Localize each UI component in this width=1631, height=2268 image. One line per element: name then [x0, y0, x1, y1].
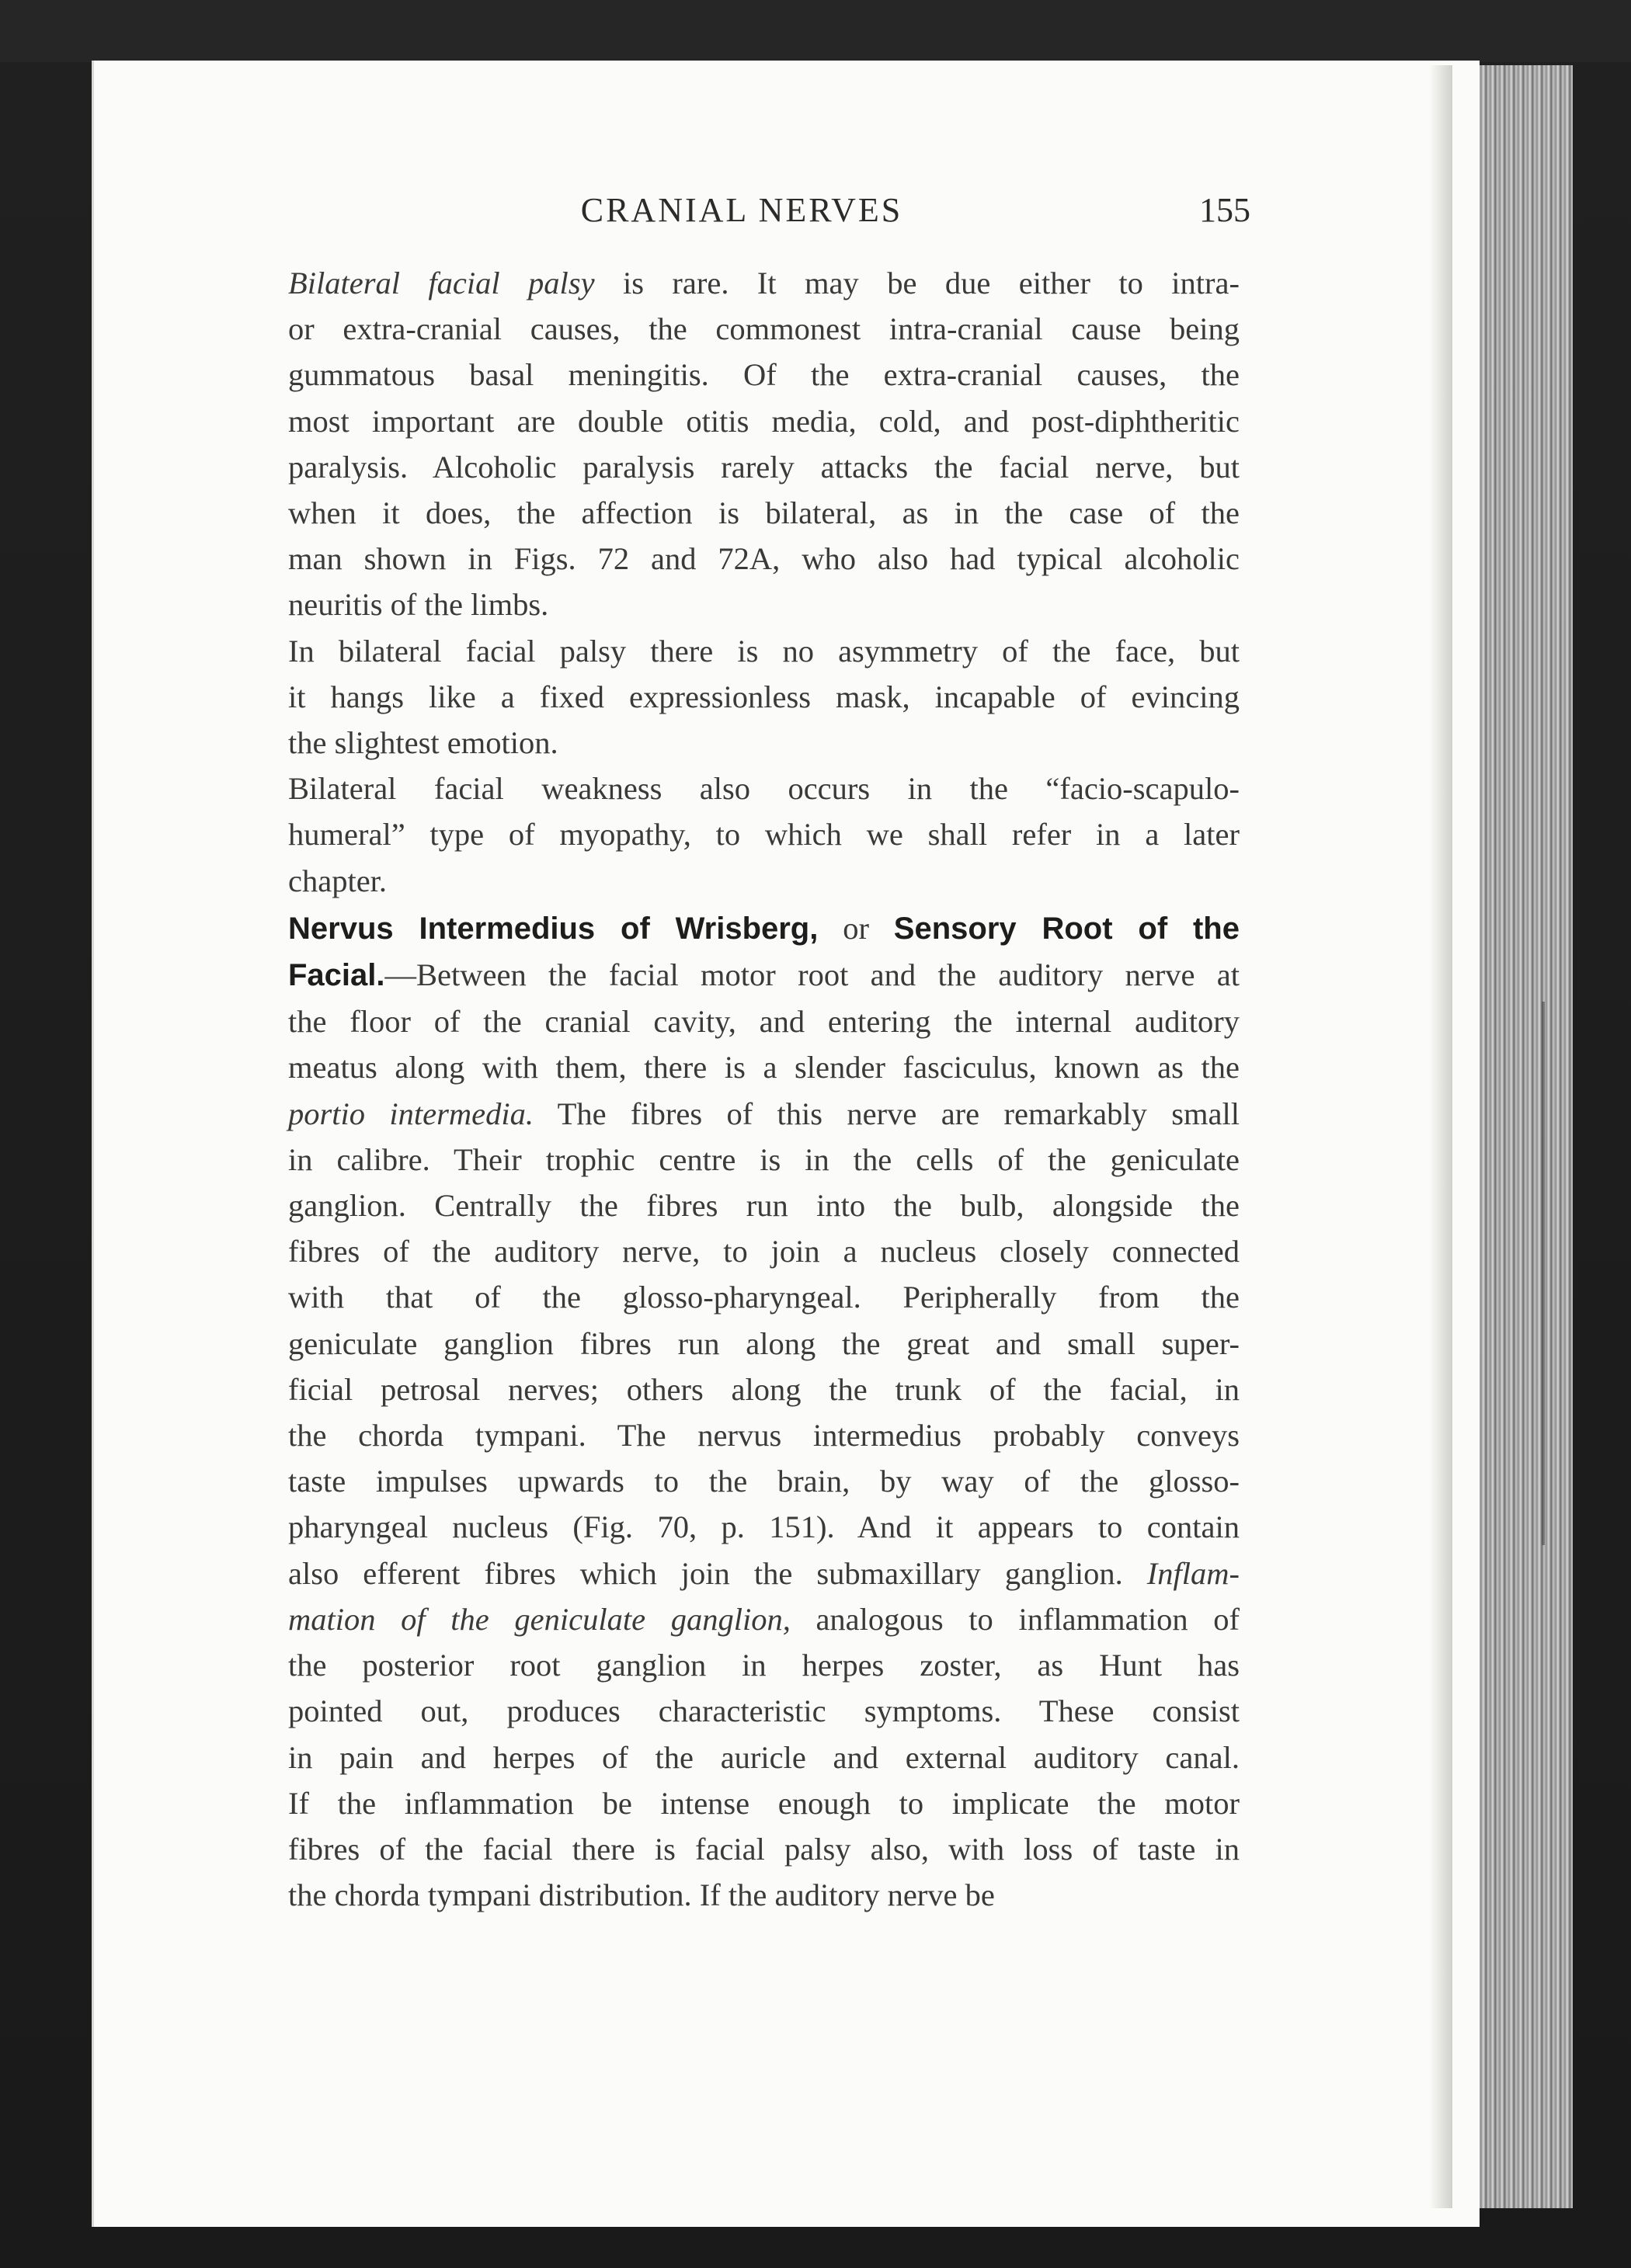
text-run: the chorda tympani distribution. If the auditory nerve be — [288, 1877, 995, 1913]
text-line — [235, 1688, 1240, 1734]
text-line — [235, 1596, 1240, 1642]
text-line — [235, 952, 1240, 999]
page-number: 155 — [1199, 191, 1250, 229]
text-line — [235, 352, 1240, 398]
text-run: ganglion. Centrally the fibres run into the bulb, alongside the — [288, 1188, 1240, 1224]
page-edge-shadow-mark — [1542, 1002, 1545, 1545]
text-run: pharyngeal nucleus (Fig. 70, p. 151). And it appears to contain — [288, 1509, 1240, 1545]
text-run: If the inflammation be intense enough to implicate the motor — [288, 1785, 1240, 1821]
text-line — [235, 1780, 1240, 1826]
text-line — [235, 1044, 1240, 1090]
text-run: man shown in Figs. 72 and 72A, who also had typical alcoholic — [288, 541, 1240, 577]
text-line — [235, 1367, 1240, 1412]
text-line — [235, 1412, 1240, 1458]
text-line — [235, 1137, 1240, 1183]
paragraph-bilateral-facial-palsy — [235, 260, 1240, 628]
text-run: In bilateral facial palsy there is no asymmetry of the face, but — [288, 633, 1240, 669]
text-run: Bilateral facial weakness also occurs in the “facio-scapulo- — [288, 771, 1240, 807]
text-line — [235, 999, 1240, 1044]
italic-text: Bilateral facial palsy — [288, 266, 595, 300]
text-run: the posterior root ganglion in herpes zoster, as Hunt has — [288, 1648, 1240, 1683]
text-line — [235, 720, 1240, 766]
text-run: taste impulses upwards to the brain, by way of the glosso- — [288, 1464, 1240, 1499]
text-run: the chorda tympani. The nervus intermedius probably conveys — [288, 1418, 1240, 1454]
text-run: ficial petrosal nerves; others along the trunk of the facial, in — [288, 1371, 1240, 1407]
text-line — [235, 1091, 1240, 1137]
text-run: neuritis of the limbs. — [288, 587, 549, 623]
text-run: the floor of the cranial cavity, and entering the internal auditory — [288, 1004, 1240, 1040]
running-title: CRANIAL NERVES — [580, 191, 903, 229]
text-run: paralysis. Alcoholic paralysis rarely attacks the facial nerve, but — [288, 449, 1240, 485]
paragraph-bilateral-appearance — [235, 628, 1240, 766]
text-run: The fibres of this nerve are remarkably small — [533, 1096, 1240, 1131]
italic-text: Inflam- — [1146, 1555, 1240, 1591]
page-gutter-shadow — [1429, 65, 1452, 2208]
text-run: humeral” type of myopathy, to which we shall refer in a later — [288, 817, 1240, 853]
text-run: it hangs like a fixed expressionless mask, incapable of evincing — [288, 679, 1240, 714]
text-line — [235, 582, 1240, 627]
text-line — [235, 1321, 1240, 1367]
text-line — [235, 674, 1240, 720]
text-line — [235, 1228, 1240, 1274]
text-run: is rare. It may be due either to intra- — [594, 266, 1240, 300]
text-run: also efferent fibres which join the submaxillary ganglion. — [288, 1555, 1147, 1591]
bold-heading-text: Facial. — [288, 958, 385, 993]
text-line — [235, 1183, 1240, 1228]
text-run: —Between the facial motor root and the auditory nerve at — [384, 957, 1240, 993]
text-line — [235, 1872, 1240, 1918]
text-run: meatus along with them, there is a slender fasciculus, known as the — [288, 1050, 1240, 1085]
text-line — [235, 1274, 1240, 1320]
text-line — [235, 490, 1240, 536]
text-run: chapter. — [288, 863, 388, 898]
text-line — [235, 628, 1240, 674]
text-line — [235, 1551, 1240, 1596]
scanner-top-border — [0, 0, 1631, 62]
text-run: analogous to inflammation of — [790, 1601, 1240, 1637]
text-line — [235, 260, 1240, 306]
italic-text: mation of the geniculate ganglion, — [288, 1601, 791, 1637]
text-run: geniculate ganglion fibres run along the great and small super- — [288, 1325, 1240, 1361]
text-line — [235, 1504, 1240, 1550]
text-run: in calibre. Their trophic centre is in the cells of the geniculate — [288, 1141, 1240, 1177]
text-line — [235, 858, 1240, 904]
text-run: gummatous basal meningitis. Of the extra-cranial causes, the — [288, 357, 1240, 393]
text-line — [235, 1735, 1240, 1780]
paragraph-myopathy — [235, 766, 1240, 904]
text-line — [235, 1826, 1240, 1872]
running-head — [233, 190, 1250, 237]
text-line — [235, 536, 1240, 582]
text-run: most important are double otitis media, cold, and post-diphtheritic — [288, 403, 1240, 439]
text-run: or extra-cranial causes, the commonest intra-cranial cause being — [288, 311, 1240, 347]
text-line — [235, 1458, 1240, 1504]
bold-heading-text: Nervus Intermedius of Wrisberg, — [288, 911, 819, 946]
text-run: fibres of the auditory nerve, to join a nucleus closely connected — [288, 1234, 1240, 1269]
text-run: fibres of the facial there is facial palsy also, with loss of taste in — [288, 1831, 1240, 1867]
text-line — [235, 811, 1240, 857]
body-text — [235, 260, 1240, 1918]
text-line — [235, 398, 1240, 444]
paragraph-nervus-intermedius — [235, 905, 1240, 1918]
italic-text: portio intermedia. — [288, 1096, 534, 1131]
text-line — [235, 905, 1240, 952]
text-line — [235, 1642, 1240, 1688]
text-run: with that of the glosso-pharyngeal. Peripherally from the — [288, 1280, 1240, 1315]
text-run: in pain and herpes of the auricle and external auditory canal. — [288, 1739, 1240, 1775]
text-run: when it does, the affection is bilateral, as in the case of the — [288, 495, 1240, 531]
text-line — [235, 306, 1240, 352]
text-run: or — [818, 910, 894, 946]
text-run: pointed out, produces characteristic symptoms. These consist — [288, 1693, 1240, 1729]
text-run: the slightest emotion. — [288, 725, 558, 761]
bold-heading-text: Sensory Root of the — [893, 911, 1240, 946]
text-line — [235, 766, 1240, 811]
text-line — [235, 444, 1240, 490]
